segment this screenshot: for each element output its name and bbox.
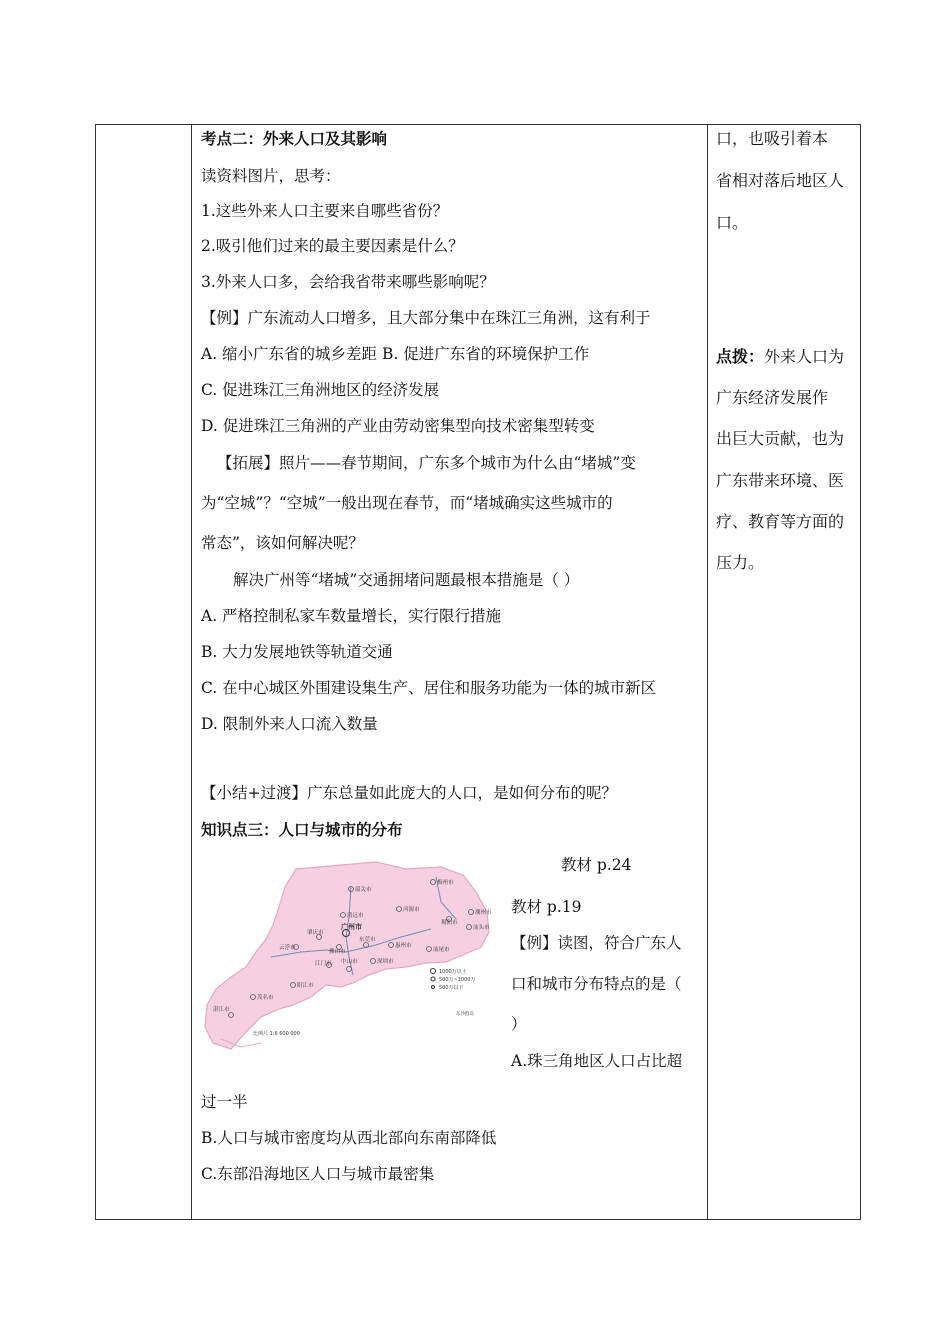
- summary-transition: 【小结+过渡】广东总量如此庞大的人口，是如何分布的呢？: [201, 784, 617, 802]
- city-label: 潮州市: [475, 910, 492, 916]
- legend-marker: [431, 977, 435, 981]
- side-note-line-2: 省相对落后地区人: [716, 171, 845, 190]
- legend-marker: [432, 986, 435, 989]
- city-label: 茂名市: [257, 995, 274, 1001]
- example2-option-a: A. 严格控制私家车数量增长，实行限行措施: [201, 607, 502, 625]
- example3-option-a-cont: 过一半: [201, 1093, 248, 1111]
- lesson-table: [95, 124, 861, 1220]
- city-label: 梅州市: [437, 880, 454, 886]
- section3-title: 知识点三：人口与城市的分布: [201, 821, 403, 839]
- tip-label: 点拨：: [716, 347, 765, 366]
- example3-line-3: ）: [511, 1015, 527, 1033]
- example3-option-a: A.珠三角地区人口占比超: [511, 1052, 683, 1070]
- legend-label: 500万以下: [439, 985, 464, 991]
- example3-line-2: 口和城市分布特点的是（: [511, 975, 682, 993]
- table-divider-left: [191, 125, 192, 1219]
- map-note: 东沙群岛: [456, 1012, 474, 1017]
- guangdong-population-map: [201, 857, 497, 1053]
- city-label: 云浮市: [279, 945, 296, 951]
- tip-line-1: [716, 347, 844, 367]
- table-divider-right: [707, 125, 708, 1219]
- read-prompt: 读资料图片，思考：: [201, 167, 341, 185]
- tip-line-4: 广东带来环境、医: [716, 471, 845, 490]
- question-1: 1.这些外来人口主要来自哪些省份？: [201, 202, 449, 220]
- city-label: 深圳市: [377, 959, 394, 965]
- side-note-line-3: 口。: [716, 213, 749, 232]
- city-label: 广州市: [341, 923, 362, 931]
- example2-option-c: C. 在中心城区外围建设集生产、居住和服务功能为一体的城市新区: [201, 679, 657, 697]
- tip-line-6: 压力。: [716, 553, 765, 572]
- city-label: 东莞市: [359, 937, 376, 943]
- city-label: 惠州市: [395, 943, 412, 949]
- city-label: 中山市: [341, 959, 358, 965]
- tip-first: 外来人口为: [764, 347, 845, 366]
- legend-label: 1000万以上: [439, 969, 467, 975]
- example1-stem: 【例】广东流动人口增多，且大部分集中在珠江三角洲，这有利于: [201, 309, 651, 327]
- city-label: 清远市: [347, 913, 364, 919]
- city-label: 江门市: [315, 961, 332, 967]
- example2-stem: 解决广州等“堵城”交通拥堵问题最根本措施是（ ）: [233, 571, 580, 589]
- city-label: 肇庆市: [307, 930, 324, 936]
- city-label: 汕头市: [473, 925, 490, 931]
- textbook-ref-2: 教材 p.19: [511, 898, 582, 916]
- city-label: 揭阳市: [441, 920, 458, 926]
- tip-line-5: 疗、教育等方面的: [716, 512, 845, 531]
- city-label: 湛江市: [213, 1007, 230, 1013]
- city-label: 河源市: [403, 907, 420, 913]
- city-label: 阳江市: [297, 983, 314, 989]
- textbook-ref-1: 教材 p.24: [561, 856, 632, 874]
- example3-option-b: B.人口与城市密度均从西北部向东南部降低: [201, 1129, 497, 1147]
- extension-line-2: 为“空城”？“空城”一般出现在春节，而“堵城确实这些城市的: [201, 494, 613, 512]
- example1-option-d: D. 促进珠江三角洲的产业由劳动密集型向技术密集型转变: [201, 417, 595, 435]
- example2-option-b: B. 大力发展地铁等轨道交通: [201, 643, 393, 661]
- question-3: 3.外来人口多，会给我省带来哪些影响呢？: [201, 273, 495, 291]
- province-shape: [205, 862, 489, 1049]
- example1-option-ab: A. 缩小广东省的城乡差距 B. 促进广东省的环境保护工作: [201, 345, 590, 363]
- extension-line-3: 常态”，该如何解决呢？: [201, 534, 364, 552]
- legend-marker: [431, 969, 436, 974]
- side-note-line-1: 口，也吸引着本: [716, 129, 829, 148]
- section2-title: 考点二：外来人口及其影响: [201, 130, 388, 148]
- map-scale: 比例尺 1:6 600 000: [253, 1031, 300, 1037]
- city-label: 佛山市: [329, 949, 346, 955]
- example1-option-c: C. 促进珠江三角洲地区的经济发展: [201, 381, 440, 399]
- question-2: 2.吸引他们过来的最主要因素是什么？: [201, 237, 464, 255]
- city-label: 韶关市: [355, 887, 372, 893]
- tip-line-2: 广东经济发展作: [716, 388, 829, 407]
- example3-line-1: 【例】读图，符合广东人: [511, 934, 682, 952]
- city-label: 汕尾市: [433, 947, 450, 953]
- example3-option-c: C.东部沿海地区人口与城市最密集: [201, 1165, 435, 1183]
- tip-line-3: 出巨大贡献，也为: [716, 429, 845, 448]
- example2-option-d: D. 限制外来人口流入数量: [201, 715, 378, 733]
- legend-label: 500万~1000万: [439, 977, 476, 983]
- extension-line-1: 【拓展】照片——春节期间，广东多个城市为什么由“堵城”变: [217, 454, 636, 472]
